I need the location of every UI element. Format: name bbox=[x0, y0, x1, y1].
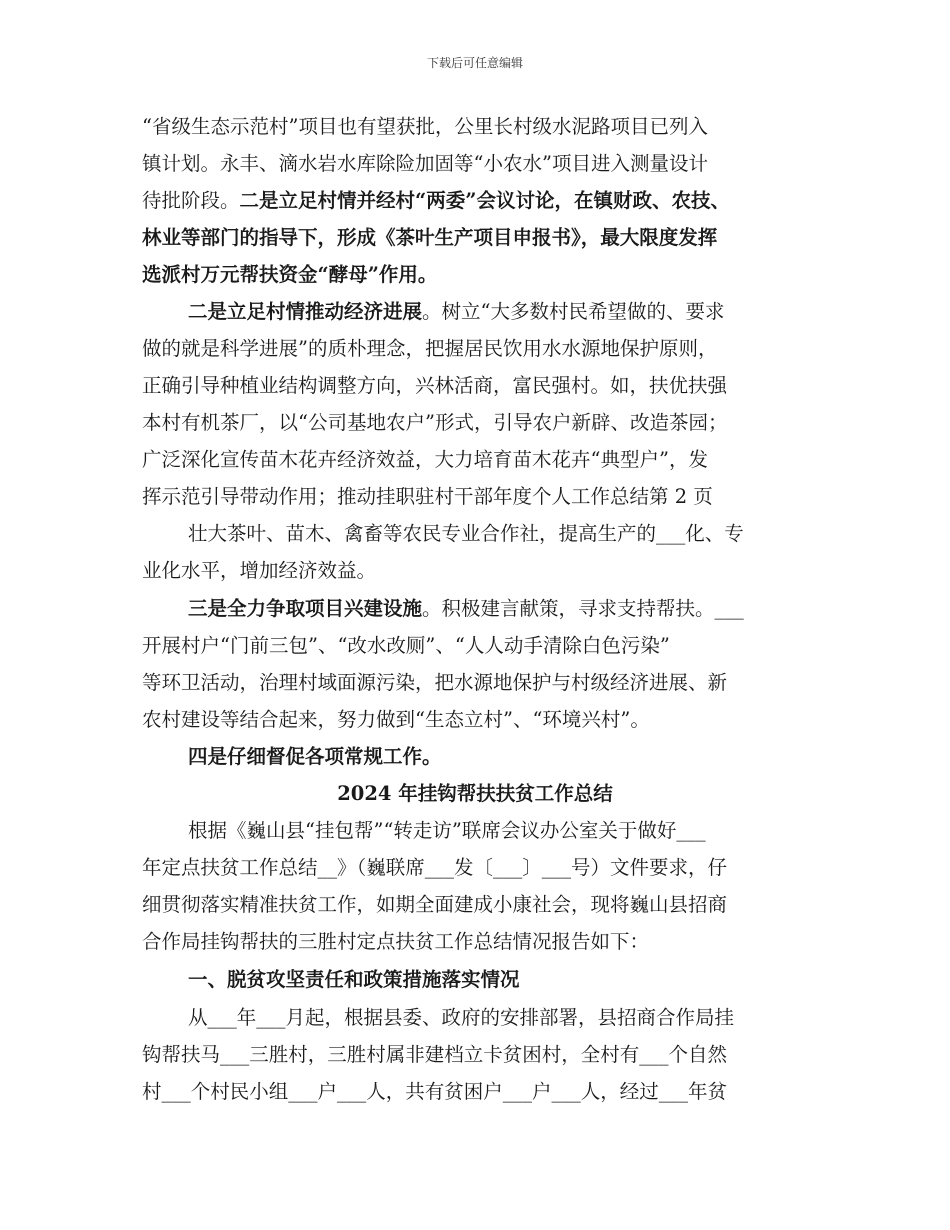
bold-text: 二是立足村情并经村“两委”会议讨论，在镇财政、农技、 bbox=[239, 189, 730, 212]
text-line bbox=[188, 300, 725, 324]
text-line: 壮大茶叶、苗木、禽畜等农民专业合作社，提高生产的___化、专 bbox=[188, 522, 744, 545]
section-lead: 二是立足村情推动经济进展 bbox=[188, 300, 423, 323]
text-line: 做的就是科学进展”的质朴理念，把握居民饮用水水源地保护原则， bbox=[142, 337, 718, 360]
document-title: 2024 年挂钩帮扶扶贫工作总结 bbox=[337, 782, 613, 805]
page-header: 下载后可任意编辑 bbox=[426, 56, 523, 70]
text-line: 本村有机茶厂，以“公司基地农户”形式，引导农户新辟、改造茶园； bbox=[142, 411, 728, 434]
bold-line: 选派村万元帮扶资金“酵母”作用。 bbox=[142, 263, 438, 286]
text-line: 从___年___月起，根据县委、政府的安排部署，县招商合作局挂 bbox=[188, 1006, 735, 1029]
text-line: 广泛深化宣传苗木花卉经济效益，大力培育苗木花卉“典型户”，发 bbox=[142, 448, 708, 471]
text-span: 。树立“大多数村民希望做的、要求 bbox=[422, 300, 725, 323]
text-line: 细贯彻落实精准扶贫工作，如期全面建成小康社会，现将巍山县招商 bbox=[142, 893, 728, 916]
text-line: 镇计划。永丰、滴水岩水库除险加固等“小农水”项目进入测量设计 bbox=[142, 152, 708, 175]
text-line: 正确引导种植业结构调整方向，兴林活商，富民强村。如，扶优扶强 bbox=[142, 374, 728, 397]
paragraph-5: 四是仔细督促各项常规工作。 bbox=[188, 745, 442, 768]
text-line bbox=[142, 189, 730, 213]
text-line: 根据《巍山县“挂包帮”“转走访”联席会议办公室关于做好___ bbox=[188, 819, 706, 842]
section-lead: 三是全力争取项目兴建设施 bbox=[188, 597, 423, 620]
text-line: 等环卫活动，治理村域面源污染，把水源地保护与村级经济进展、新 bbox=[142, 671, 728, 694]
text-span: 。积极建言献策，寻求支持帮扶。___ bbox=[422, 597, 744, 620]
bold-line: 林业等部门的指导下，形成《茶叶生产项目申报书》，最大限度发挥 bbox=[142, 226, 718, 249]
text-line bbox=[188, 597, 744, 621]
section-heading: 一、脱贫攻坚责任和政策措施落实情况 bbox=[188, 968, 520, 991]
text-span: 待批阶段。 bbox=[142, 189, 240, 212]
text-line: 开展村户“门前三包”、“改水改厕”、“人人动手清除白色污染” bbox=[142, 634, 670, 657]
text-line: 挥示范引导带动作用；推动挂职驻村干部年度个人工作总结第 2 页 bbox=[142, 485, 713, 508]
text-line: 村___个村民小组___户___人，共有贫困户___户___人，经过___年贫 bbox=[142, 1080, 728, 1103]
text-line: 业化水平，增加经济效益。 bbox=[142, 559, 377, 582]
text-line: 农村建设等结合起来，努力做到“生态立村”、“环境兴村”。 bbox=[142, 708, 650, 731]
text-line: 合作局挂钩帮扶的三胜村定点扶贫工作总结情况报告如下： bbox=[142, 930, 650, 953]
text-line: 年定点扶贫工作总结__》（巍联席___发〔___〕___号）文件要求，仔 bbox=[142, 856, 728, 879]
text-line: “省级生态示范村”项目也有望获批，公里长村级水泥路项目已列入 bbox=[142, 115, 708, 138]
text-line: 钩帮扶马___三胜村，三胜村属非建档立卡贫困村，全村有___个自然 bbox=[142, 1043, 728, 1066]
